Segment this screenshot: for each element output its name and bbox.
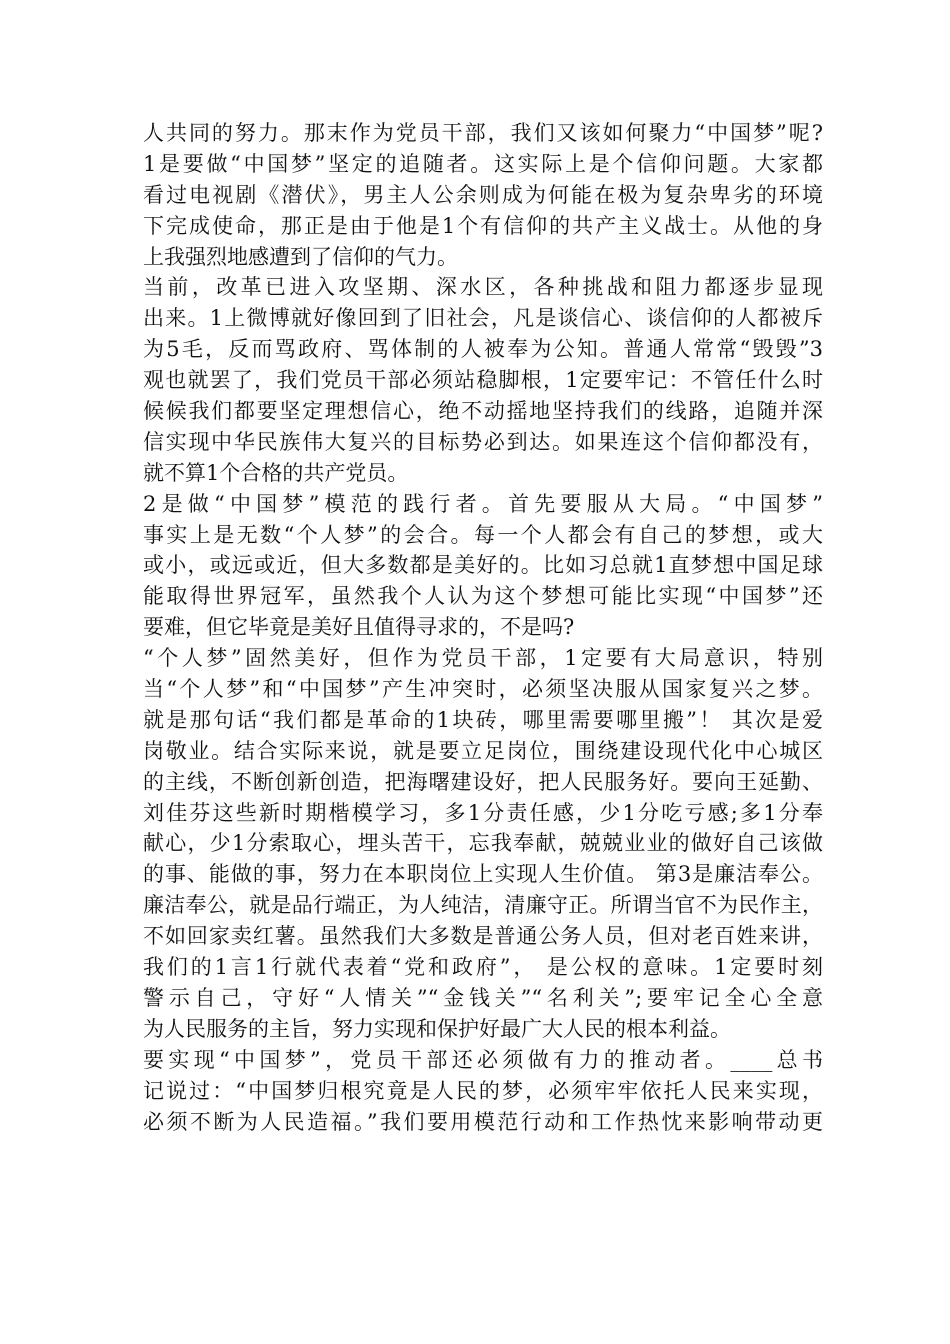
text-line: 上我强烈地感遭到了信仰的气力。 — [143, 244, 458, 269]
text-line: 为人民服务的主旨，努力实现和保护好最广大人民的根本利益。 — [143, 1016, 731, 1041]
text-line: 1是要做“中国梦”坚定的追随者。这实际上是个信仰问题。大家都 — [143, 151, 823, 176]
text-line: 或小，或远或近，但大多数都是美好的。比如习总就1直梦想中国足球 — [143, 553, 823, 578]
text-line: 的事、能做的事，努力在本职岗位上实现人生价值。 第3是廉洁奉公。 — [143, 862, 823, 887]
text-line: 信实现中华民族伟大复兴的目标势必到达。如果连这个信仰都没有， — [143, 429, 823, 454]
text-line: 就不算1个合格的共产党员。 — [143, 460, 409, 485]
text-line: 的主线，不断创新创造，把海曙建设好，把人民服务好。要向王延勤、 — [143, 769, 823, 794]
text-line: 记说过：“中国梦归根究竟是人民的梦，必须牢牢依托人民来实现， — [143, 1078, 823, 1103]
text-line: 事实上是无数“个人梦”的会合。每一个人都会有自己的梦想，或大 — [143, 522, 823, 547]
text-line: 要难，但它毕竟是美好且值得寻求的，不是吗? — [143, 615, 575, 640]
text-line: “个人梦”固然美好，但作为党员干部，1定要有大局意识，特别 — [143, 646, 823, 671]
text-line: 为5毛，反而骂政府、骂体制的人被奉为公知。普通人常常“毁毁”3 — [143, 337, 823, 362]
text-line: 要实现“中国梦”，党员干部还必须做有力的推动者。____总书 — [143, 1047, 823, 1072]
text-line: 当前，改革已进入攻坚期、深水区，各种挑战和阻力都逐步显现 — [143, 275, 823, 300]
text-line: 警示自己，守好“人情关”“金钱关”“名利关”;要牢记全心全意 — [143, 985, 823, 1010]
text-line: 出来。1上微博就好像回到了旧社会，凡是谈信心、谈信仰的人都被斥 — [143, 306, 823, 331]
text-line: 能取得世界冠军，虽然我个人认为这个梦想可能比实现“中国梦”还 — [143, 584, 823, 609]
text-line: 刘佳芬这些新时期楷模学习，多1分责任感，少1分吃亏感;多1分奉 — [143, 800, 823, 825]
text-line: 当“个人梦”和“中国梦”产生冲突时，必须坚决服从国家复兴之梦。 — [143, 677, 823, 702]
text-line: 廉洁奉公，就是品行端正，为人纯洁，清廉守正。所谓当官不为民作主， — [143, 893, 823, 918]
text-line: 候候我们都要坚定理想信心，绝不动摇地坚持我们的线路，追随并深 — [143, 399, 823, 424]
text-line: 看过电视剧《潜伏》，男主人公余则成为何能在极为复杂卑劣的环境 — [143, 182, 823, 207]
text-line: 岗敬业。结合实际来说，就是要立足岗位，围绕建设现代化中心城区 — [143, 738, 823, 763]
document-body — [143, 118, 823, 1137]
text-line: 献心，少1分索取心，埋头苦干，忘我奉献，兢兢业业的做好自己该做 — [143, 831, 823, 856]
text-line: 2是做“中国梦”模范的践行者。首先要服从大局。“中国梦” — [143, 491, 823, 516]
text-line: 就是那句话“我们都是革命的1块砖，哪里需要哪里搬”！ 其次是爱 — [143, 707, 823, 732]
text-line: 我们的1言1行就代表着“党和政府”， 是公权的意味。1定要时刻 — [143, 955, 823, 980]
text-line: 人共同的努力。那末作为党员干部，我们又该如何聚力“中国梦”呢? — [143, 121, 823, 145]
text-line: 不如回家卖红薯。虽然我们大多数是普通公务人员，但对老百姓来讲， — [143, 924, 823, 949]
text-line: 下完成使命，那正是由于他是1个有信仰的共产主义战士。从他的身 — [143, 213, 823, 238]
text-line: 观也就罢了，我们党员干部必须站稳脚根，1定要牢记：不管任什么时 — [143, 368, 823, 393]
text-line: 必须不断为人民造福。”我们要用模范行动和工作热忱来影响带动更 — [143, 1109, 823, 1134]
